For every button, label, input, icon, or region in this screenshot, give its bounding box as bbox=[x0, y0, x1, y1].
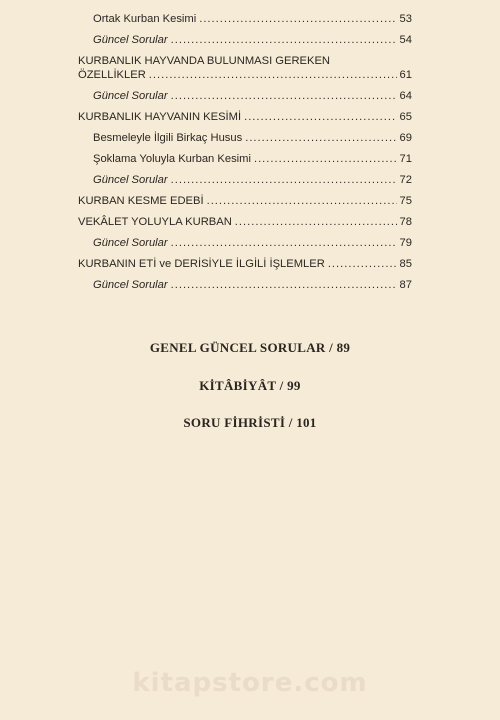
toc-entry bbox=[78, 89, 412, 103]
toc-entry bbox=[78, 278, 412, 292]
dot-leader bbox=[207, 194, 397, 208]
toc-entry-title-continued: ÖZELLİKLER bbox=[78, 69, 146, 81]
toc-entry bbox=[78, 12, 412, 26]
toc-entry-title: Besmeleyle İlgili Birkaç Husus bbox=[93, 132, 243, 144]
toc-entry-title: Güncel Sorular bbox=[93, 90, 168, 102]
toc-entry bbox=[78, 194, 412, 208]
toc-entry-page: 54 bbox=[399, 34, 412, 46]
toc-entry-title: Güncel Sorular bbox=[93, 279, 168, 291]
section-heading-soru-fihristi: SORU FİHRİSTİ / 101 bbox=[183, 415, 317, 430]
toc-entry bbox=[78, 54, 412, 82]
dot-leader bbox=[171, 173, 397, 187]
dot-leader bbox=[328, 257, 397, 271]
dot-leader bbox=[254, 152, 397, 166]
toc-entry-page: 87 bbox=[399, 279, 412, 291]
toc-entry-page: 69 bbox=[399, 132, 412, 144]
toc-entry-page: 75 bbox=[399, 195, 412, 207]
toc-entry bbox=[78, 152, 412, 166]
toc-entry-title: KURBAN KESME EDEBİ bbox=[78, 195, 204, 207]
section-heading-genel-guncel-sorular: GENEL GÜNCEL SORULAR / 89 bbox=[149, 340, 351, 355]
toc-entry-title: KURBANLIK HAYVANIN KESİMİ bbox=[78, 111, 242, 123]
dot-leader bbox=[171, 33, 397, 47]
dot-leader bbox=[245, 131, 396, 145]
toc-entry-page: 53 bbox=[399, 13, 412, 25]
toc-entry-page: 61 bbox=[399, 69, 412, 81]
toc-entry bbox=[78, 110, 412, 124]
toc-entry-title: Güncel Sorular bbox=[93, 174, 168, 186]
toc-entry-title: Şoklama Yoluyla Kurban Kesimi bbox=[93, 153, 251, 165]
toc-entry-title: KURBANLIK HAYVANDA BULUNMASI GEREKEN bbox=[78, 55, 330, 67]
toc-entry-page: 79 bbox=[399, 237, 412, 249]
toc-entry bbox=[78, 236, 412, 250]
toc-entry-page: 72 bbox=[399, 174, 412, 186]
dot-leader bbox=[149, 68, 397, 82]
toc-entry bbox=[78, 131, 412, 145]
toc-entry-page: 65 bbox=[399, 111, 412, 123]
section-heading-kitabiyat: KİTÂBİYÂT / 99 bbox=[199, 378, 301, 393]
toc-entry-title: VEKÂLET YOLUYLA KURBAN bbox=[78, 216, 232, 228]
toc-entry-title: KURBANIN ETİ ve DERİSİYLE İLGİLİ İŞLEMLER bbox=[78, 258, 325, 270]
dot-leader bbox=[244, 110, 396, 124]
dot-leader bbox=[171, 236, 397, 250]
toc-entry bbox=[78, 173, 412, 187]
dot-leader bbox=[171, 278, 397, 292]
toc-entry-page: 85 bbox=[399, 258, 412, 270]
toc-entry bbox=[78, 215, 412, 229]
toc-entry bbox=[78, 257, 412, 271]
dot-leader bbox=[199, 12, 396, 26]
toc-entry-page: 78 bbox=[399, 216, 412, 228]
toc-entry bbox=[78, 33, 412, 47]
toc-entry-title: Ortak Kurban Kesimi bbox=[93, 13, 197, 25]
watermark-logo: kitapstore.com bbox=[132, 668, 368, 698]
toc-entry-title: Güncel Sorular bbox=[93, 34, 168, 46]
table-of-contents bbox=[78, 12, 412, 299]
dot-leader bbox=[171, 89, 397, 103]
dot-leader bbox=[235, 215, 397, 229]
toc-entry-title: Güncel Sorular bbox=[93, 237, 168, 249]
toc-entry-page: 64 bbox=[399, 90, 412, 102]
toc-entry-page: 71 bbox=[399, 153, 412, 165]
